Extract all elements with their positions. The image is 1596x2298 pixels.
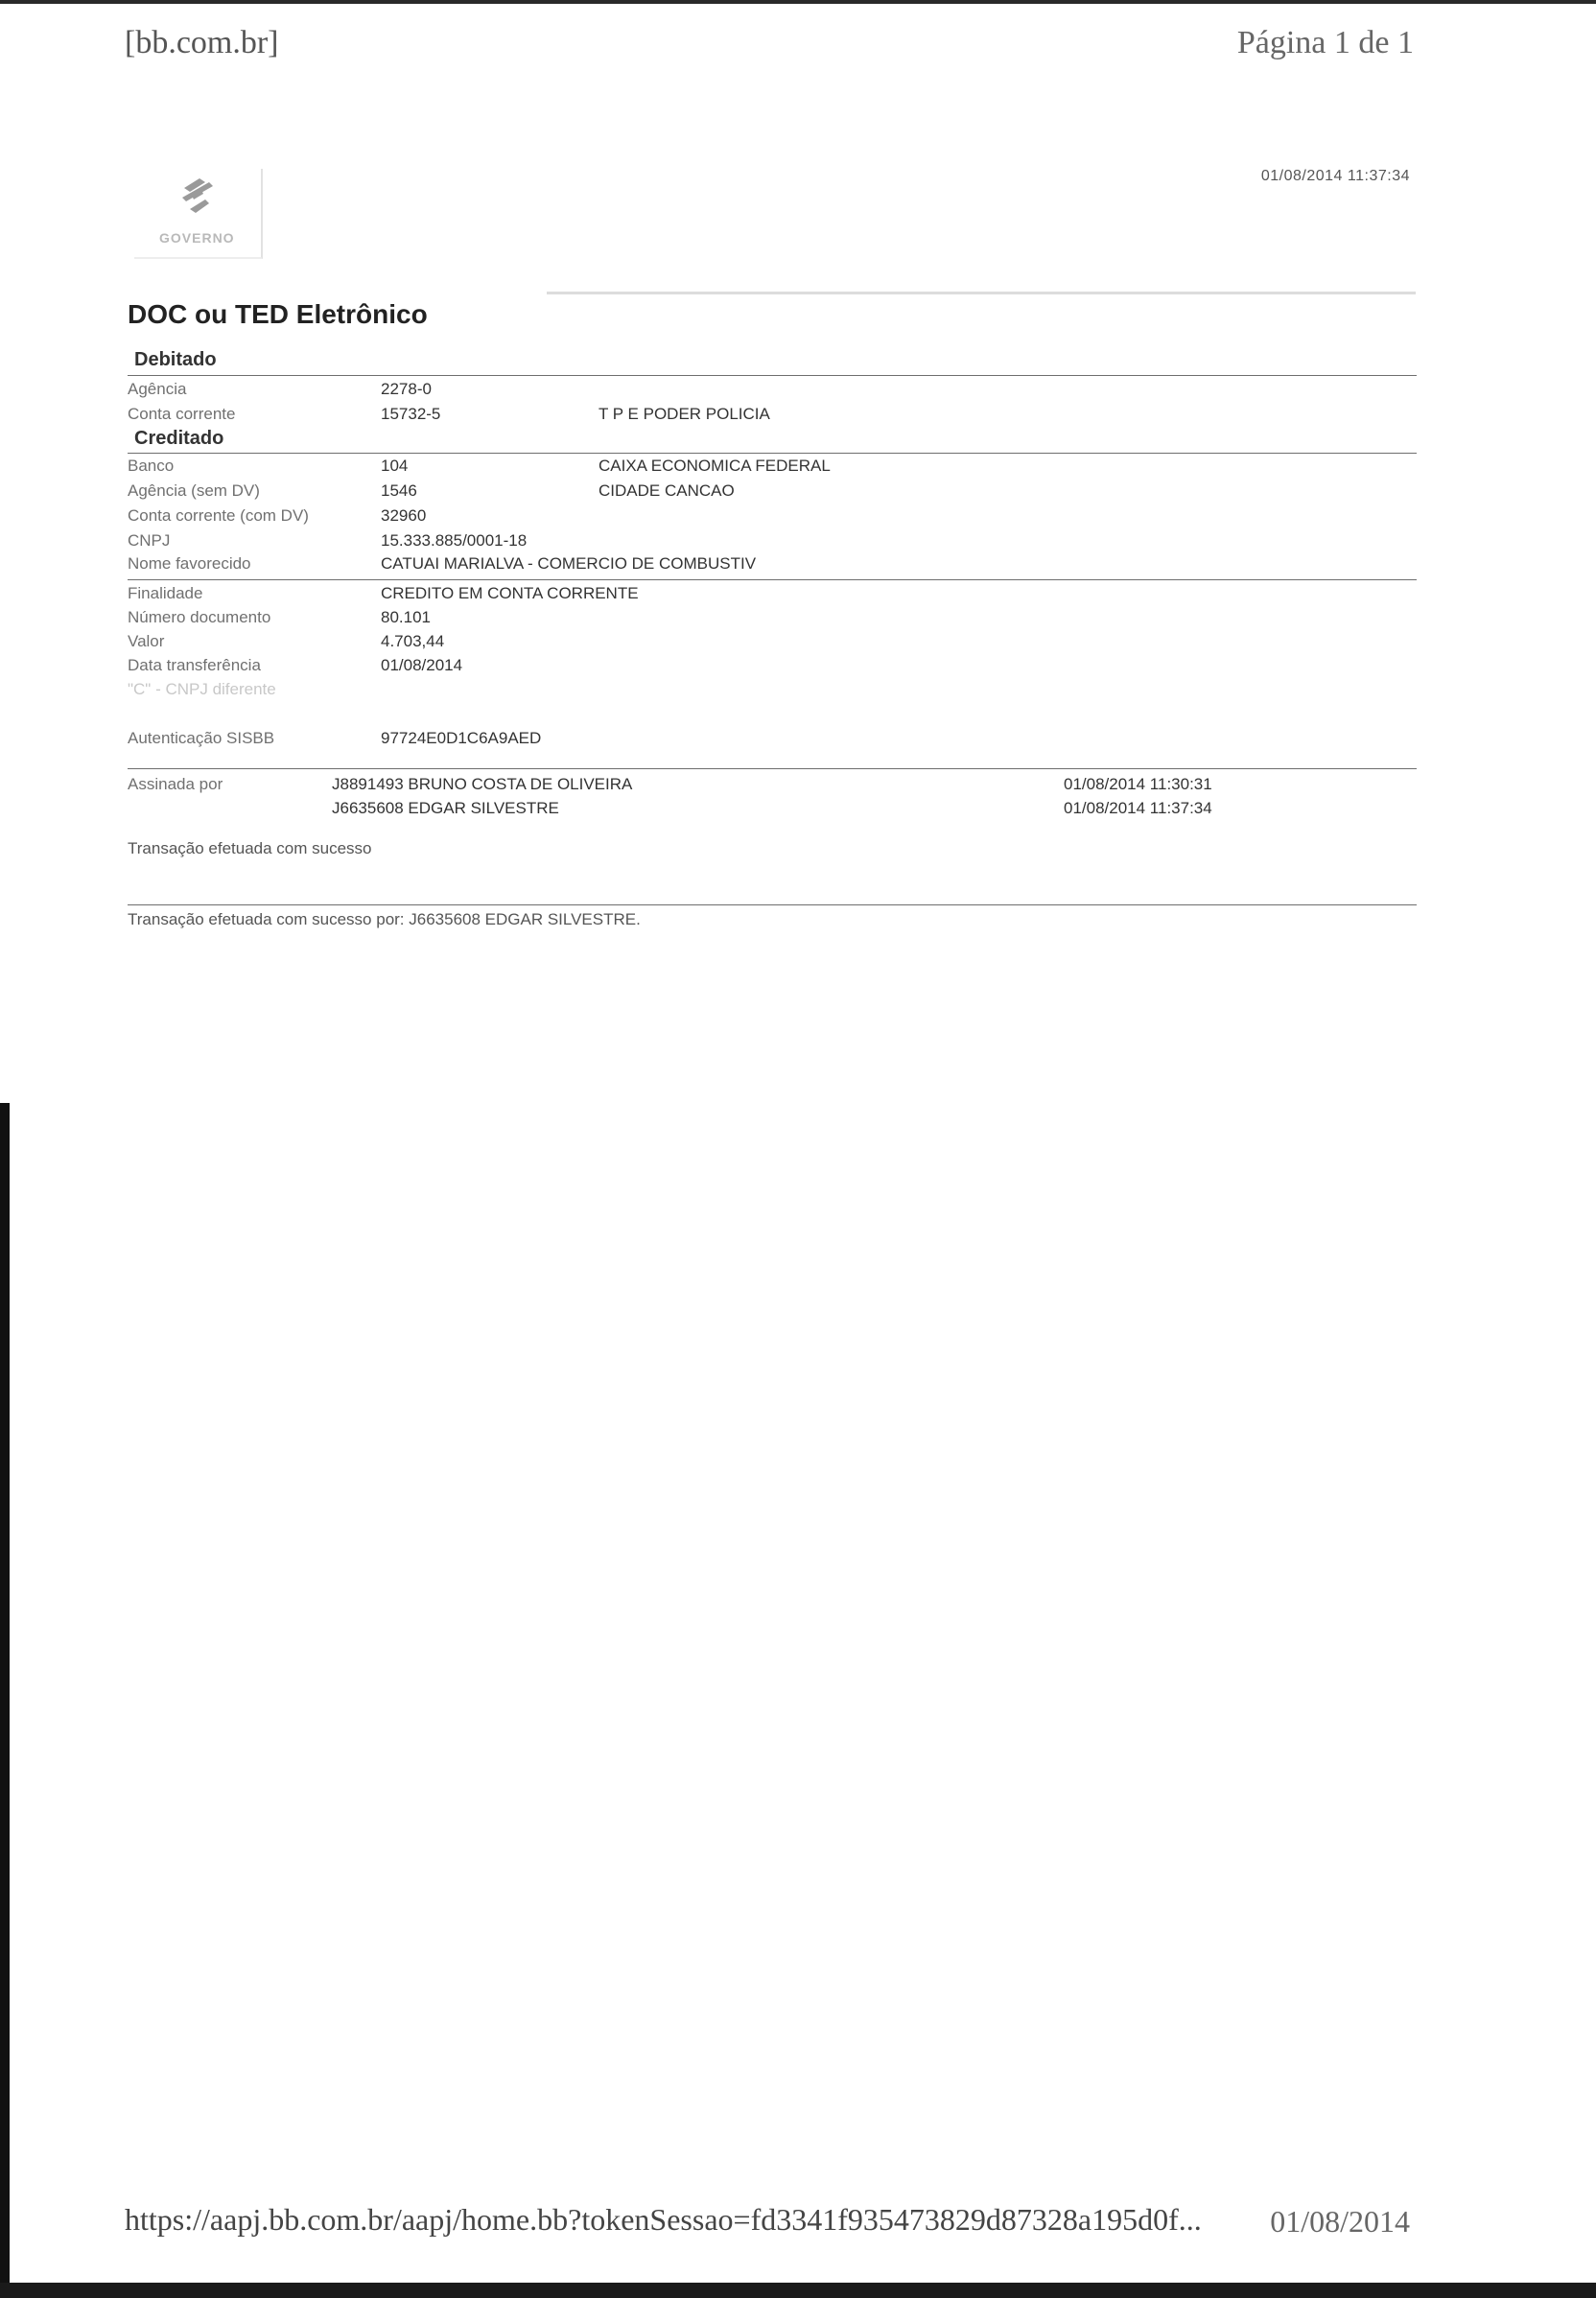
print-header-page: Página 1 de 1 — [1236, 25, 1414, 60]
logo-text: GOVERNO — [159, 230, 235, 246]
value-nome-favorecido: CATUAI MARIALVA - COMERCIO DE COMBUSTIV — [381, 554, 757, 573]
scan-edge-left — [0, 1103, 10, 2298]
value-finalidade: CREDITO EM CONTA CORRENTE — [381, 584, 639, 602]
label-agencia: Agência — [128, 380, 187, 398]
value-agencia-sem-dv: 1546 — [381, 481, 417, 500]
value-banco: 104 — [381, 457, 409, 475]
value-conta-nome: T P E PODER POLICIA — [598, 405, 770, 423]
final-divider — [128, 904, 1417, 905]
label-conta-corrente: Conta corrente — [128, 405, 236, 423]
value-cnpj: 15.333.885/0001-18 — [381, 531, 528, 550]
print-header-site: [bb.com.br] — [125, 25, 279, 60]
signatures-divider — [128, 768, 1417, 769]
value-conta-corrente: 15732-5 — [381, 405, 441, 423]
value-autenticacao: 97724E0D1C6A9AED — [381, 729, 542, 747]
value-valor: 4.703,44 — [381, 632, 445, 650]
print-timestamp: 01/08/2014 11:37:34 — [1260, 168, 1410, 184]
section-creditado-heading: Creditado — [134, 428, 224, 449]
signature-date: 01/08/2014 11:30:31 — [1064, 775, 1212, 793]
label-nome-favorecido: Nome favorecido — [128, 554, 251, 573]
label-assinada-por: Assinada por — [128, 775, 223, 793]
bank-logo — [134, 169, 263, 259]
value-agencia: 2278-0 — [381, 380, 432, 398]
label-data-transferencia: Data transferência — [128, 656, 261, 674]
status-message: Transação efetuada com sucesso — [128, 839, 372, 857]
creditado-divider — [128, 453, 1417, 454]
scan-edge-bottom — [0, 2283, 1596, 2298]
label-banco: Banco — [128, 457, 175, 475]
signature-name: J8891493 BRUNO COSTA DE OLIVEIRA — [332, 775, 633, 793]
label-agencia-sem-dv: Agência (sem DV) — [128, 481, 260, 500]
bank-logo-icon — [173, 171, 221, 219]
debitado-divider — [128, 375, 1417, 376]
value-numero-documento: 80.101 — [381, 608, 431, 626]
signature-name: J6635608 EDGAR SILVESTRE — [332, 799, 559, 817]
section-debitado-heading: Debitado — [134, 349, 217, 370]
value-conta-com-dv: 32960 — [381, 506, 427, 525]
details-divider — [128, 579, 1417, 580]
signature-date: 01/08/2014 11:37:34 — [1064, 799, 1212, 817]
label-cnpj: CNPJ — [128, 531, 171, 550]
value-data-transferencia: 01/08/2014 — [381, 656, 463, 674]
value-agencia-nome: CIDADE CANCAO — [598, 481, 735, 500]
page-title: DOC ou TED Eletrônico — [128, 299, 428, 329]
header-divider — [547, 292, 1416, 294]
label-conta-com-dv: Conta corrente (com DV) — [128, 506, 309, 525]
label-valor: Valor — [128, 632, 165, 650]
footer-url: https://aapj.bb.com.br/aapj/home.bb?tokenSessao=fd3341f935473829d87328a195d0f... — [125, 2202, 1202, 2237]
final-message: Transação efetuada com sucesso por: J6635608 EDGAR SILVESTRE. — [128, 910, 641, 928]
note-cnpj-diferente: "C" - CNPJ diferente — [128, 680, 276, 698]
label-autenticacao: Autenticação SISBB — [128, 729, 275, 747]
value-banco-nome: CAIXA ECONOMICA FEDERAL — [598, 457, 831, 475]
label-finalidade: Finalidade — [128, 584, 203, 602]
footer-date: 01/08/2014 — [1270, 2204, 1410, 2239]
scan-edge-top — [0, 0, 1596, 4]
label-numero-documento: Número documento — [128, 608, 271, 626]
